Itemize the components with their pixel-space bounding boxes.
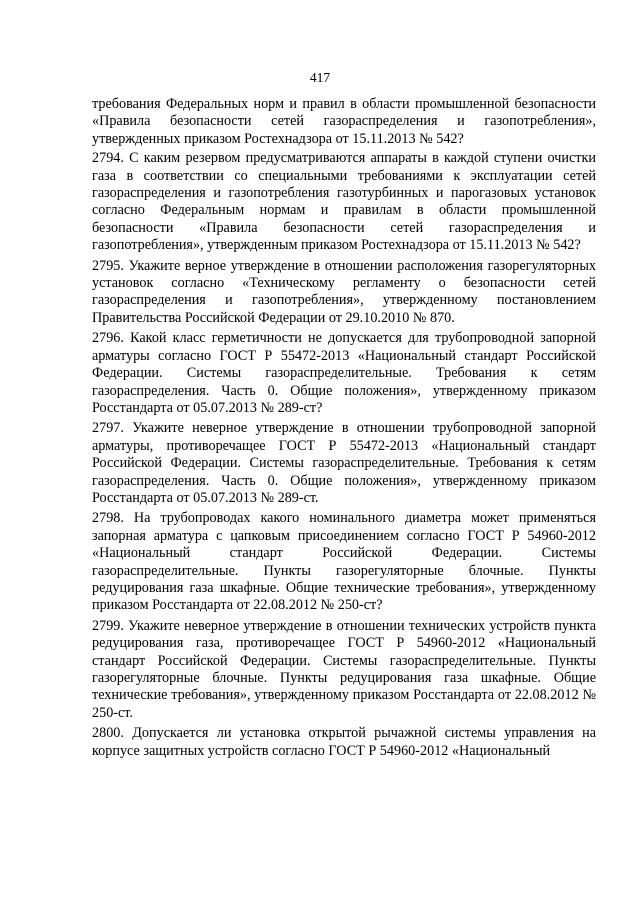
paragraph-continuation: требования Федеральных норм и правил в области промышленной безопасности «Правила безопасности сетей газораспределения и газопотребления», утвержденных приказом Ростехнадзора от 15.11.2013 № 542? bbox=[92, 96, 596, 147]
question-2795: 2795. Укажите верное утверждение в отношении расположения газорегуляторных установок согласно «Техническому регламенту о безопасности сетей газораспределения и газопотребления», утвержденному постановлением Правительства Российской Федерации от 29.10.2010 № 870. bbox=[92, 257, 596, 326]
page-number: 417 bbox=[309, 70, 331, 85]
question-2800: 2800. Допускается ли установка открытой рычажной системы управления на корпусе защитных устройств согласно ГОСТ Р 54960-2012 «Национальный bbox=[92, 725, 596, 759]
question-2798: 2798. На трубопроводах какого номинального диаметра может применяться запорная арматура с цапковым присоединением согласно ГОСТ Р 54960-2012 «Национальный стандарт Российской Федерации. Системы газораспределительные. Пункты газорегуляторные блочные. Пункты редуцирования газа шкафные. Общие технические требования», утвержденному приказом Росстандарта от 22.08.2012 № 250-ст? bbox=[92, 510, 596, 614]
document-body bbox=[92, 96, 596, 763]
question-2794: 2794. С каким резервом предусматриваются аппараты в каждой ступени очистки газа в соответствии со специальными требованиями к эксплуатации сетей газораспределения и газопотребления газотурбинных и парогазовых установок согласно Федеральным нормам и правилам в области промышленной безопасности «Правила безопасности сетей газораспределения и газопотребления», утвержденным приказом Ростехнадзора от 15.11.2013 № 542? bbox=[92, 150, 596, 254]
question-2797: 2797. Укажите неверное утверждение в отношении трубопроводной запорной арматуры, противоречащее ГОСТ Р 55472-2013 «Национальный стандарт Российской Федерации. Системы газораспределительные. Требования к сетям газораспределения. Часть 0. Общие положения», утвержденному приказом Росстандарта от 05.07.2013 № 289-ст. bbox=[92, 420, 596, 506]
question-2796: 2796. Какой класс герметичности не допускается для трубопроводной запорной арматуры согласно ГОСТ Р 55472-2013 «Национальный стандарт Российской Федерации. Системы газораспределительные. Требования к сетям газораспределения. Часть 0. Общие положения», утвержденному приказом Росстандарта от 05.07.2013 № 289-ст? bbox=[92, 330, 596, 416]
question-2799: 2799. Укажите неверное утверждение в отношении технических устройств пункта редуцирования газа, противоречащее ГОСТ Р 54960-2012 «Национальный стандарт Российской Федерации. Системы газораспределительные. Пункты газорегуляторные блочные. Пункты редуцирования газа шкафные. Общие технические требования», утвержденному приказом Росстандарта от 22.08.2012 № 250-ст. bbox=[92, 617, 596, 721]
